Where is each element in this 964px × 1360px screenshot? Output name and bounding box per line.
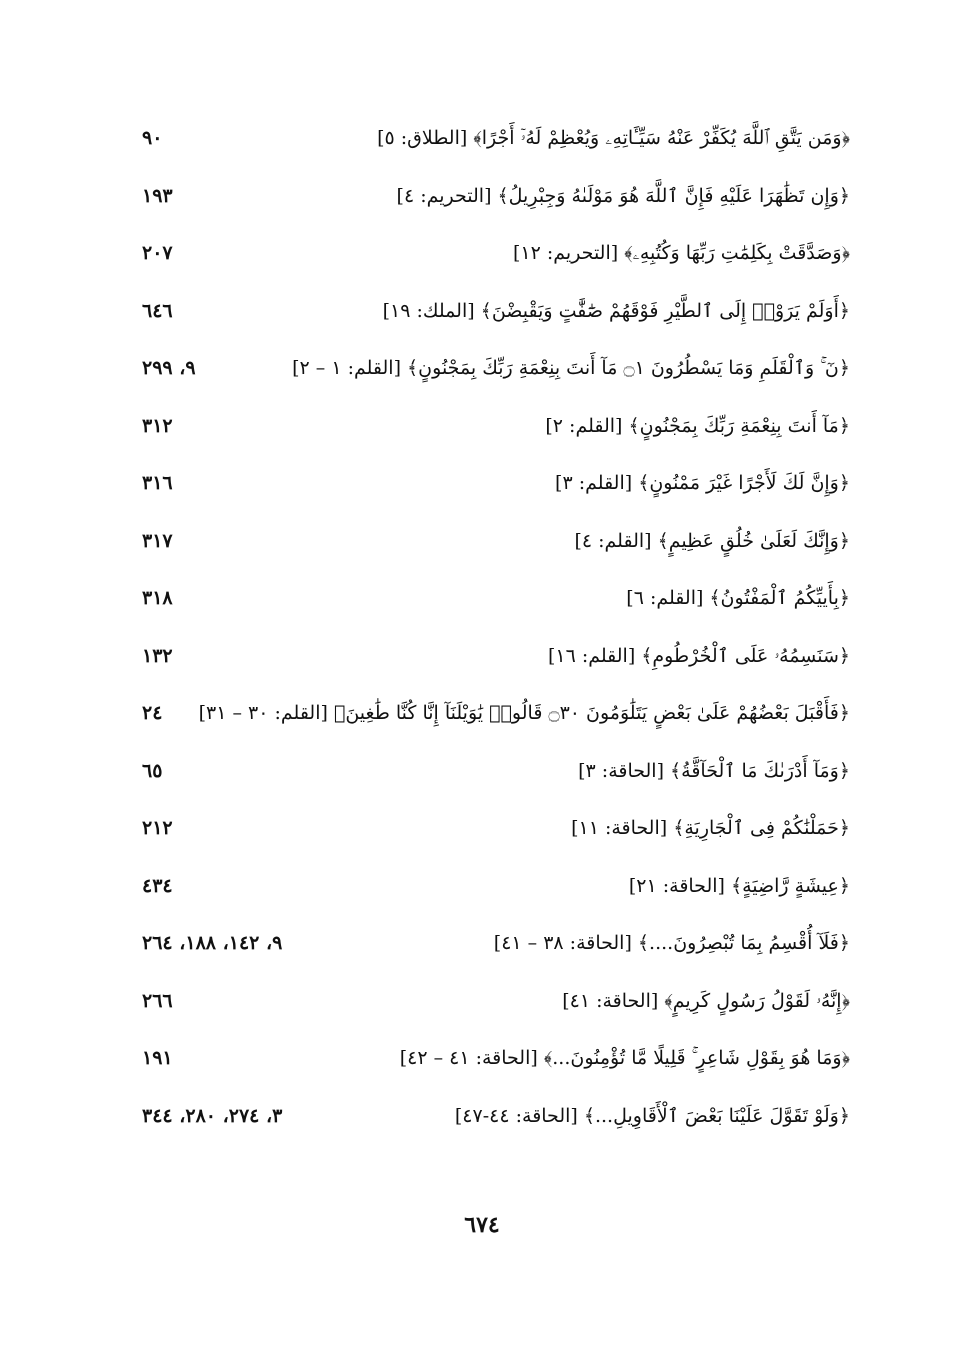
page-references: ٣١٧ (142, 529, 173, 552)
verse-citation: ﴿وَإِنَّكَ لَعَلَىٰ خُلُقٍ عَظِيمٍ﴾ [القلم: ٤] (574, 529, 850, 552)
index-row (130, 923, 850, 981)
verse-index-table (130, 118, 850, 1153)
verse-citation: ﴿نٓ ۚ وَٱلْقَلَمِ وَمَا يَسْطُرُونَ ۝١ مَآ أَنتَ بِنِعْمَةِ رَبِّكَ بِمَجْنُونٍ﴾ [القلم: ١ – ٢] (292, 357, 850, 379)
page-references: ٣١٨ (142, 587, 173, 609)
page-references: ٤٣٤ (142, 874, 173, 897)
index-row (130, 233, 850, 291)
index-row (130, 348, 850, 406)
page-number: ٦٧٤ (464, 1212, 500, 1238)
index-row (130, 636, 850, 694)
index-row (130, 866, 850, 924)
page-references: ١٩٣ (142, 184, 173, 207)
index-row (130, 176, 850, 234)
page-references: ٦٥ (142, 759, 163, 782)
page-references: ١٣٢ (142, 644, 173, 667)
verse-citation: ﴿وَإِن تَظَٰهَرَا عَلَيْهِ فَإِنَّ ٱللَّهَ هُوَ مَوْلَىٰهُ وَجِبْرِيلُ﴾ [التحريم: ٤] (396, 184, 850, 207)
page-references: ٣، ٢٧٤، ٢٨٠، ٣٤٤ (142, 1104, 283, 1127)
verse-citation: ﴿إِنَّهُۥ لَقَوْلُ رَسُولٍ كَرِيمٍ﴾ [الحاقة: ٤١] (562, 989, 850, 1012)
verse-citation: ﴿وَإِنَّ لَكَ لَأَجْرًا غَيْرَ مَمْنُونٍ﴾ [القلم: ٣] (555, 472, 850, 494)
page-references: ٣١٢ (142, 414, 173, 437)
page-references: ٩، ٢٩٩ (142, 357, 196, 379)
verse-citation: ﴿بِأَييِّكُمُ ٱلْمَفْتُونُ﴾ [القلم: ٦] (626, 587, 850, 609)
verse-citation: ﴿عِيشَةٍ رَّاضِيَةٍ﴾ [الحاقة: ٢١] (628, 874, 850, 897)
page-references: ٩٠ (142, 127, 163, 149)
verse-citation: ﴿سَنَسِمُهُۥ عَلَى ٱلْخُرْطُومِ﴾ [القلم: ١٦] (547, 644, 850, 667)
index-row (130, 521, 850, 579)
index-row (130, 1096, 850, 1154)
verse-citation: ﴿وَلَوْ تَقَوَّلَ عَلَيْنَا بَعْضَ ٱلْأَقَاوِيلِ...﴾ [الحاقة: ٤٤-٤٧] (454, 1104, 850, 1127)
verse-citation: ﴿حَمَلْنَٰكُمْ فِى ٱلْجَارِيَةِ﴾ [الحاقة: ١١] (571, 817, 850, 839)
verse-citation: ﴿وَصَدَّقَتْ بِكَلِمَٰتِ رَبِّهَا وَكُتُبِهِۦ﴾ [التحريم: ١٢] (512, 242, 850, 264)
index-row (130, 693, 850, 751)
index-row (130, 291, 850, 349)
index-row (130, 578, 850, 636)
page-references: ٢٦٦ (142, 989, 173, 1012)
page-references: ٩، ١٤٢، ١٨٨، ٢٦٤ (142, 932, 283, 954)
index-row (130, 406, 850, 464)
index-row (130, 751, 850, 809)
verse-citation: ﴿فَأَقْبَلَ بَعْضُهُمْ عَلَىٰ بَعْضٍ يَتَلَٰوَمُونَ ۝٣٠ قَالُوا۟ يَٰوَيْلَنَآ إِنَّا كُنَّا طَٰغِينَ﴾ [القلم: ٣٠ – ٣١] (198, 702, 850, 724)
verse-citation: ﴿فَلَآ أُقْسِمُ بِمَا تُبْصِرُونَ....﴾ [الحاقة: ٣٨ – ٤١] (493, 932, 850, 954)
page-references: ٣١٦ (142, 472, 173, 494)
index-row (130, 118, 850, 176)
verse-citation: ﴿أَوَلَمْ يَرَوْا۟ إِلَى ٱلطَّيْرِ فَوْقَهُمْ صَٰٓفَّٰتٍ وَيَقْبِضْنَ﴾ [الملك: ١٩] (382, 299, 850, 322)
page-references: ٢٠٧ (142, 242, 173, 264)
page-references: ١٩١ (142, 1047, 173, 1069)
page-references: ٦٤٦ (142, 299, 173, 322)
verse-citation: ﴿وَمَن يَتَّقِ ٱللَّهَ يُكَفِّرْ عَنْهُ سَيِّـَٔاتِهِۦ وَيُعْظِمْ لَهُۥٓ أَجْرًا﴾ [الطلاق: ٥] (377, 127, 850, 149)
verse-citation: ﴿وَمَآ أَدْرَىٰكَ مَا ٱلْحَآقَّةُ﴾ [الحاقة: ٣] (578, 759, 850, 782)
verse-citation: ﴿مَآ أَنتَ بِنِعْمَةِ رَبِّكَ بِمَجْنُونٍ﴾ [القلم: ٢] (545, 414, 850, 437)
index-row (130, 981, 850, 1039)
index-row (130, 1038, 850, 1096)
index-row (130, 808, 850, 866)
verse-citation: ﴿وَمَا هُوَ بِقَوْلِ شَاعِرٍ ۚ قَلِيلًا مَّا تُؤْمِنُونَ...﴾ [الحاقة: ٤١ – ٤٢] (399, 1047, 850, 1069)
index-row (130, 463, 850, 521)
page-references: ٢١٢ (142, 817, 173, 839)
page-references: ٢٤ (142, 702, 163, 724)
